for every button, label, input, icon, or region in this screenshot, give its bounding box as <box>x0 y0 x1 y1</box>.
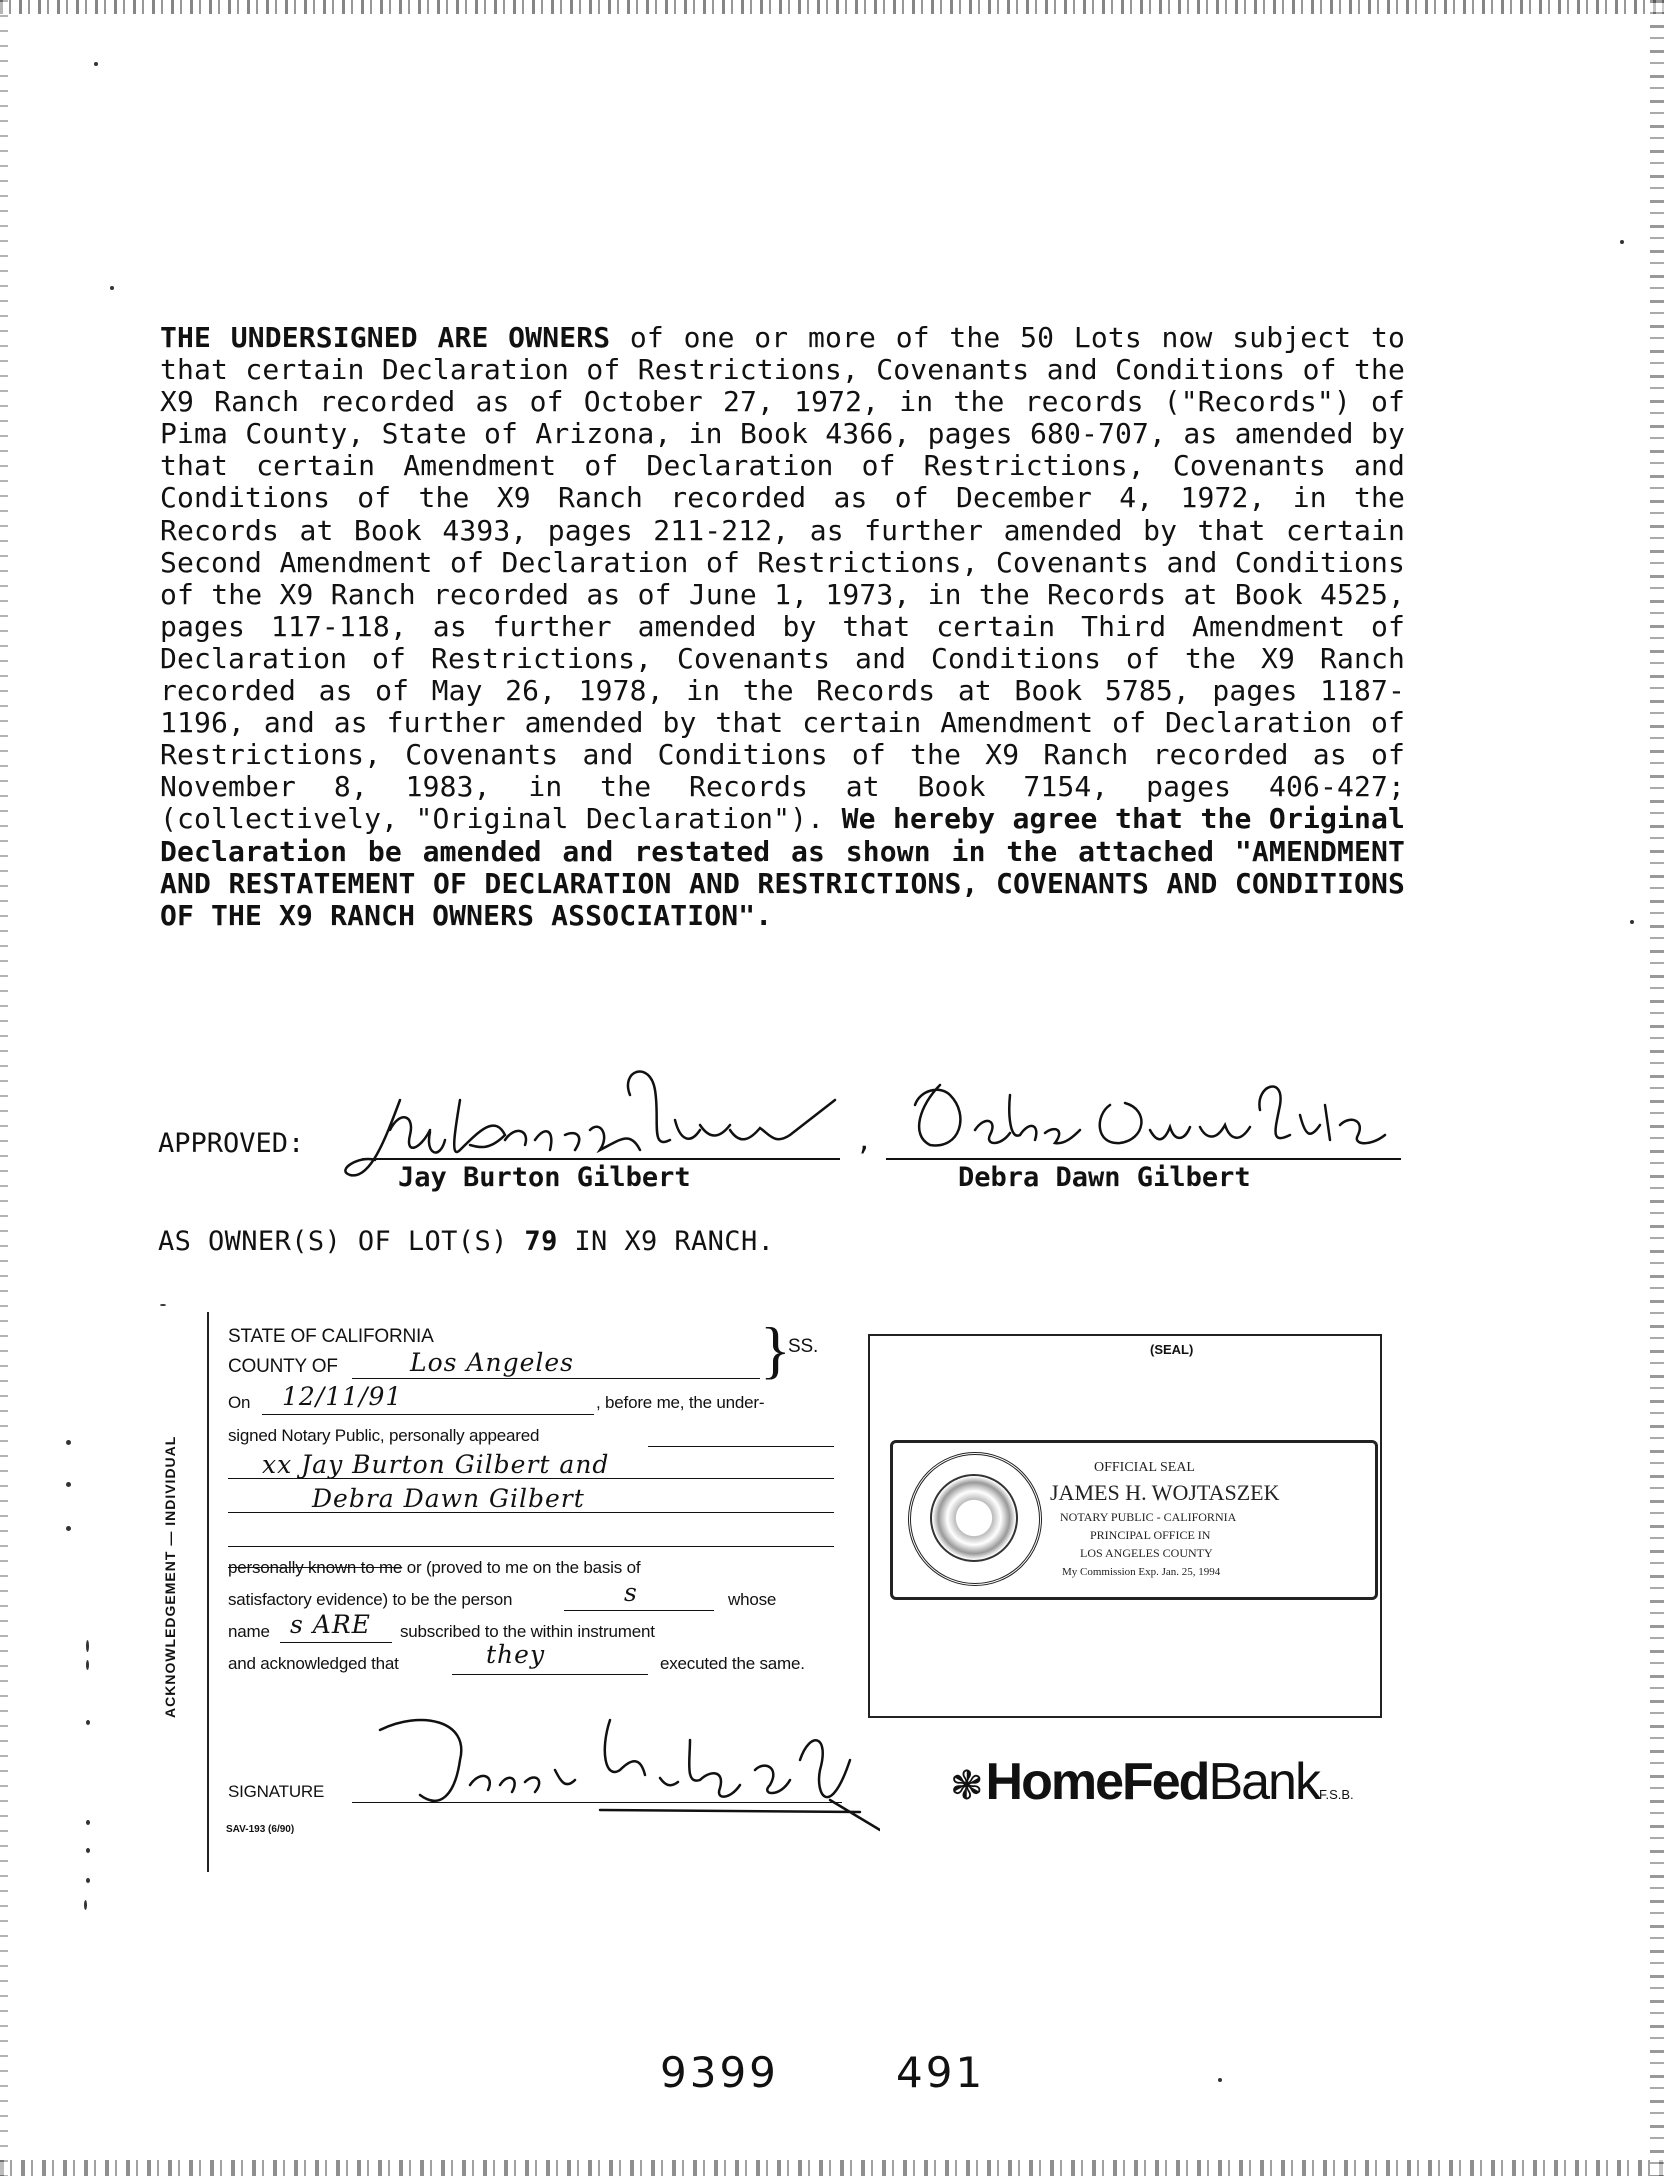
scan-speck <box>66 1526 71 1531</box>
scan-speck <box>94 62 98 66</box>
county-value: Los Angeles <box>410 1348 575 1377</box>
before-text: , before me, the under- <box>596 1393 765 1412</box>
appeared-name-1: xx Jay Burton Gilbert and <box>262 1450 610 1479</box>
name-line <box>280 1642 392 1643</box>
signer-name-debra: Debra Dawn Gilbert <box>958 1162 1251 1193</box>
they-line <box>452 1674 648 1675</box>
person-line <box>564 1610 714 1611</box>
scan-edge-right <box>1650 0 1664 2176</box>
seal-emblem-icon <box>930 1474 1018 1562</box>
known-text: or (proved to me on the basis of <box>402 1558 641 1577</box>
ownership-statement <box>158 1226 774 1257</box>
signature-debra-gilbert <box>880 1055 1400 1175</box>
form-number: SAV-193 (6/90) <box>226 1824 295 1835</box>
approved-label: APPROVED: <box>158 1128 305 1159</box>
homefed-bank-logo <box>950 1752 1354 1812</box>
known-struck: personally known to me <box>228 1558 403 1577</box>
signer-name-jay: Jay Burton Gilbert <box>398 1162 691 1193</box>
scan-speck <box>66 1440 71 1445</box>
name-label: name <box>228 1622 270 1641</box>
notary-text: signed Notary Public, personally appeared <box>228 1426 540 1445</box>
ownership-suffix: IN X9 RANCH. <box>574 1226 775 1257</box>
scan-speck <box>1218 2078 1222 2082</box>
state-label: STATE OF CALIFORNIA <box>228 1326 434 1347</box>
name-value: s ARE <box>290 1610 371 1639</box>
scan-speck <box>86 1878 90 1883</box>
seal-line-0: OFFICIAL SEAL <box>1094 1460 1195 1475</box>
acknowledgement-frame <box>207 1312 209 1872</box>
seal-line-3: PRINCIPAL OFFICE IN <box>1090 1528 1211 1542</box>
bank-name-home: HomeFed <box>985 1753 1209 1811</box>
evidence-text: satisfactory evidence) to be the person <box>228 1590 513 1609</box>
recording-book-number: 9399 <box>660 2048 779 2097</box>
bank-name-bank: Bank <box>1208 1753 1319 1811</box>
scan-edge-bottom <box>0 2160 1664 2176</box>
acknowledged-label: and acknowledged that <box>228 1654 399 1673</box>
brace: } <box>760 1314 791 1385</box>
ss-label: SS. <box>788 1336 819 1357</box>
whose-text: whose <box>728 1590 777 1609</box>
appeared-line-0 <box>648 1446 834 1447</box>
bank-emblem-icon: ❃ <box>950 1764 982 1808</box>
known-statement <box>228 1558 640 1578</box>
recording-page-number: 491 <box>896 2048 986 2097</box>
scan-speck <box>84 1900 87 1910</box>
on-label: On <box>228 1393 251 1412</box>
executed-text: executed the same. <box>660 1654 805 1673</box>
declaration-body: of one or more of the 50 Lots now subject to that certain Declaration of Restrictions, Covenants and Conditions of the X9 Ranch recorded as of October 27, 1972, in the records ("Records") of Pima County, State of Arizona, in Book 4366, pages 680-707, as amended by that certain Amendment of Declaration of Restrictions, Covenants and Conditions of the X9 Ranch recorded as of December 4, 1972, in the Records at Book 4393, pages 211-212, as further amended by that certain Second Amendment of Declaration of Restrictions, Covenants and Conditions of the X9 Ranch recorded as of June 1, 1973, in the Records at Book 4525, pages 117-118, as further amended by that certain Third Amendment of Declaration of Restrictions, Covenants and Conditions of the X9 Ranch recorded as of May 26, 1978, in the Records at Book 5785, pages 1187-1196, and as further amended by that certain Amendment of Declaration of Restrictions, Covenants and Conditions of the X9 Ranch recorded as of November 8, 1983, in the Records at Book 7154, pages 406-427; (collectively, "Original Declaration"). <box>160 321 1405 836</box>
scan-speck <box>86 1848 90 1853</box>
seal-line-2: NOTARY PUBLIC - CALIFORNIA <box>1060 1510 1237 1524</box>
declaration-lead: THE UNDERSIGNED ARE OWNERS <box>160 321 611 354</box>
scan-speck <box>66 1482 71 1487</box>
seal-line-5: My Commission Exp. Jan. 25, 1994 <box>1062 1566 1221 1578</box>
scan-edge-left <box>0 0 8 2176</box>
signature-label: SIGNATURE <box>228 1782 325 1801</box>
declaration-agreement: We hereby agree that the Original Declaration be amended and restated as shown in the attached "AMENDMENT AND RESTATEMENT OF DECLARATION AND RESTRICTIONS, COVENANTS AND CONDITIONS OF THE X9 RANCH OWNERS ASSOCIATION". <box>160 802 1405 932</box>
seal-line-1: JAMES H. WOJTASZEK <box>1050 1480 1280 1505</box>
scan-speck <box>86 1720 90 1725</box>
they-value: they <box>486 1640 546 1669</box>
scan-speck <box>160 1304 166 1306</box>
bank-suffix: F.S.B. <box>1318 1787 1354 1802</box>
scan-speck <box>86 1660 89 1670</box>
declaration-paragraph <box>160 322 1405 932</box>
subscribed-text: subscribed to the within instrument <box>400 1622 655 1641</box>
scan-edge-top <box>0 0 1664 14</box>
scan-speck <box>86 1640 89 1652</box>
scan-speck <box>1620 240 1624 244</box>
approval-comma: , <box>856 1126 873 1157</box>
appeared-name-2: Debra Dawn Gilbert <box>312 1484 585 1513</box>
appeared-line-3 <box>228 1546 834 1547</box>
acknowledgement-side-label: ACKNOWLEDGEMENT — INDIVIDUAL <box>162 1435 178 1718</box>
seal-line-4: LOS ANGELES COUNTY <box>1080 1546 1213 1560</box>
county-line <box>352 1378 760 1379</box>
person-value: s <box>624 1578 638 1607</box>
notary-signature <box>360 1700 880 1840</box>
scan-speck <box>1630 920 1634 924</box>
lot-number: 79 <box>524 1226 558 1257</box>
date-value: 12/11/91 <box>282 1382 403 1411</box>
seal-label: (SEAL) <box>1150 1342 1194 1357</box>
scan-speck <box>86 1820 90 1825</box>
county-label: COUNTY OF <box>228 1356 338 1377</box>
ownership-prefix: AS OWNER(S) OF LOT(S) <box>158 1226 508 1257</box>
scan-speck <box>110 286 114 290</box>
date-line <box>262 1414 594 1415</box>
